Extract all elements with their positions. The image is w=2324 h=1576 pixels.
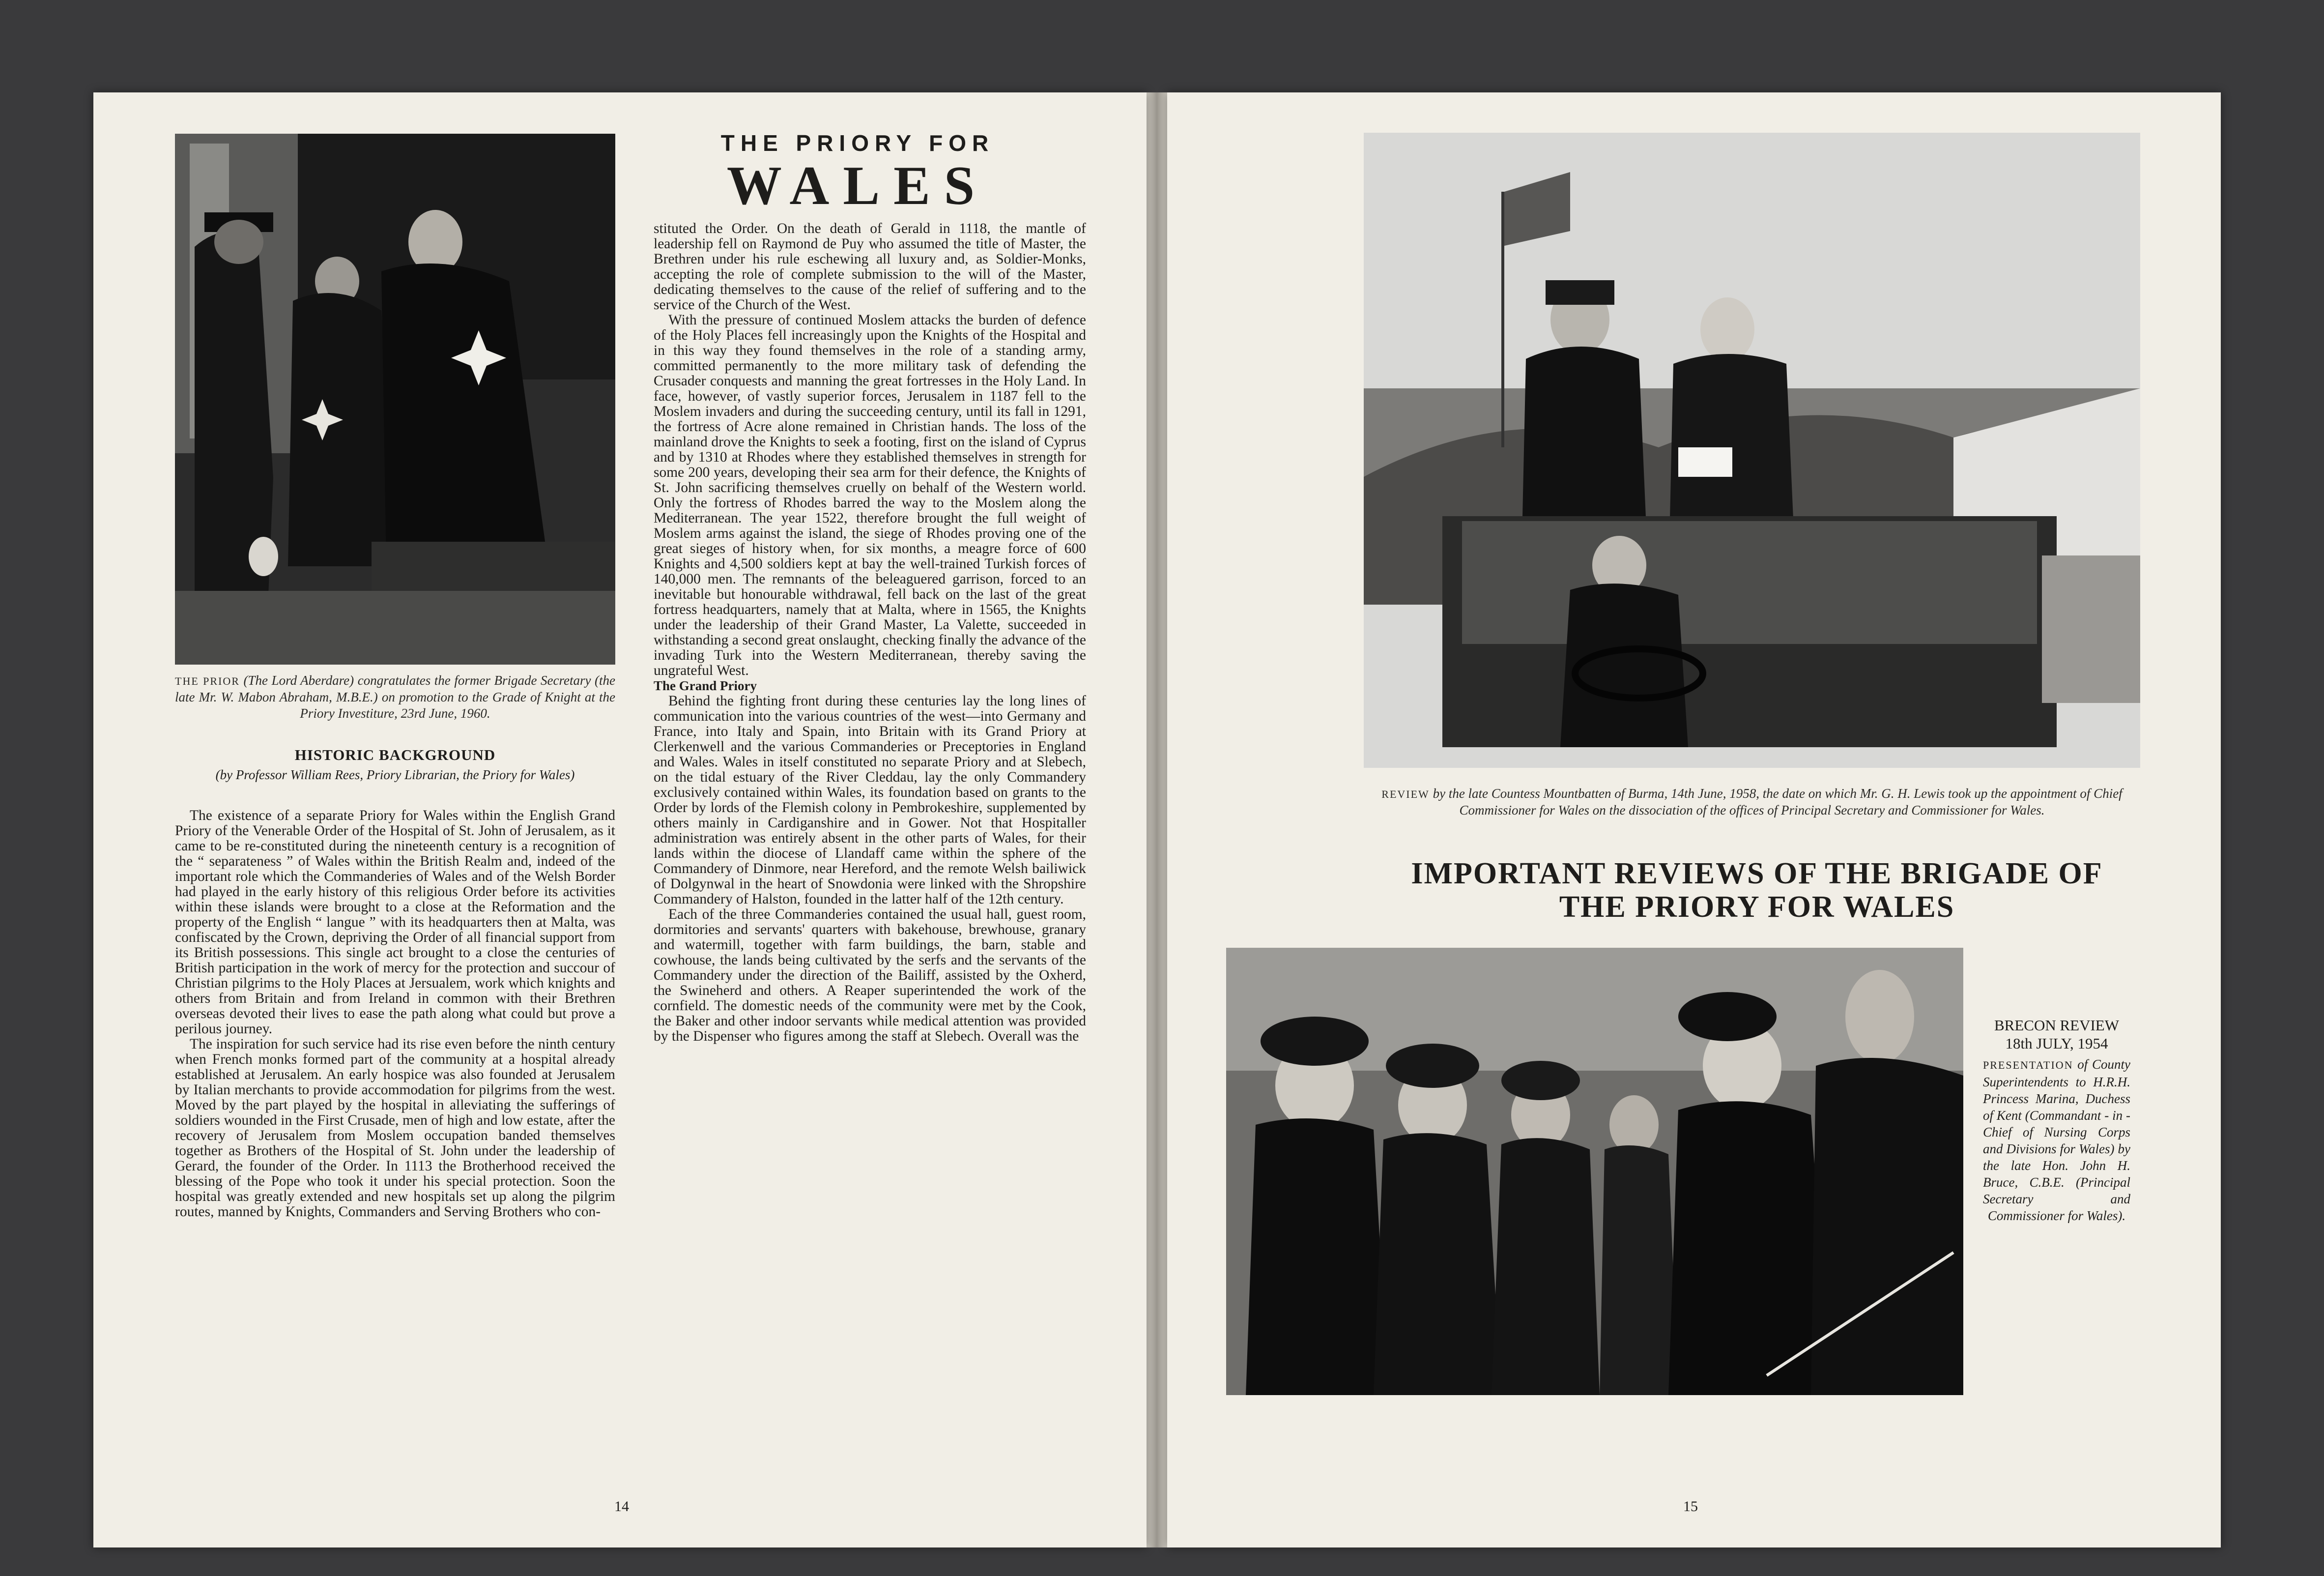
col1-paragraph: The existence of a separate Priory for Wales within the English Grand Priory of the Venerable Order of the Hospital of St. John of Jerusalem, as it came to be re-constituted during the nineteenth century is a recognition of the “ separateness ” of Wales within the British Realm and, indeed of the important role which the Commanderies of Wales and of the Welsh Border had played in the early history of this religious Order before its activities within these islands were brought to a close at the Reformation and the property of the English “ langue ” with its headquarters then at Malta, was confiscated by the Crown, depriving the Order of all financial support from its British possessions. This single act brought to a close the centuries of British participation in the work of mercy for the protection and succour of Christian pilgrims to the Holy Places at Jersualem, work which knights and others from Britain and from Ireland in common with their Brethren overseas devoted their lives to ease the path along what could but prove a perilous journey. [175, 808, 615, 1037]
col2-paragraph: Behind the fighting front during these centuries lay the long lines of communication into the various countries of the west—into Germany and France, into Italy and Spain, into Britain with its Grand Priory at Clerkenwell and the various Commanderies or Preceptories in England and Wales. Wales in itself constituted no separate Priory and at Slebech, on the tidal estuary of the River Cleddau, lay the only Commandery exclusively contained within Wales, its foundation based on grants to the Order by lords of the Flemish colony in Pembrokeshire, supplemented by others mainly in Cardiganshire and in Gower. Not that Hospitaller administration was entirely absent in the other parts of Wales, for their lands within the diocese of Llandaff came within the sphere of the Commandery of Dinmore, near Hereford, and the remote Welsh bailiwick of Dolgynwal in the heart of Snowdonia were linked with the Shropshire Commandery of Halston, founded in the latter half of the 12th century. [654, 693, 1086, 907]
side-title-2: 18th JULY, 1954 [2005, 1035, 2108, 1052]
book-spine [1147, 92, 1167, 1547]
brecon-review-photo [1226, 948, 1963, 1395]
prior-investiture-photo [175, 134, 615, 665]
side-title-1: BRECON REVIEW [1994, 1017, 2119, 1034]
caption-text: by the late Countess Mountbatten of Burma, 14th June, 1958, the date on which Mr. G. H. Lewis took up the appointment of Chief Commissioner for Wales on the dissociation of the offices of Principal Secretary and Commissioner for Wales. [1433, 786, 2123, 817]
mountbatten-review-photo [1364, 133, 2140, 768]
caption-text: (The Lord Aberdare) congratulates the former Brigade Secretary (the late Mr. W. Mabon Abraham, M.B.E.) on promotion to the Grade of Knight at the Priory Investiture, 23rd June, 1960. [175, 673, 616, 721]
side-caption-text: of County Superintendents to H.R.H. Princess Marina, Duchess of Kent (Commandant - in - Chief of Nursing Corps and Divisions for Wales) by the late Hon. John H. Bruce, C.B.E. (Principal Secretary and Commissioner for Wales). [1983, 1057, 2131, 1223]
col2-paragraph: stituted the Order. On the death of Gerald in 1118, the mantle of leadership fell on Raymond de Puy who assumed the title of Master, the Brethren under his rule eschewing all luxury and, as Soldier-Monks, accepting the role of complete submission to the will of the Master, dedicating themselves to the cause of the relief of suffering and to the service of the Church of the West. [654, 221, 1086, 313]
column-2-text [654, 221, 1086, 1519]
col1-paragraph: The inspiration for such service had its rise even before the ninth century when French monks formed part of the community at a hospital already established at Jerusalem. An early hospice was also founded at Jerusalem by Italian merchants to provide accommodation for pilgrims from the west. Moved by the part played by the hospital in alleviating the sufferings of soldiers wounded in the First Crusade, men of high and low estate, after the recovery of Jerusalem from Moslem occupation banded themselves together as Brothers of the Hospital of St. John under the leadership of Gerard, the founder of the Order. In 1113 the Brotherhood received the blessing of the Pope who took it under his special protection. Soon the hospital was greatly extended and new hospitals set up along the pilgrim routes, manned by Knights, Commanders and Serving Brothers who con- [175, 1036, 615, 1220]
review-photo-caption [1374, 786, 2130, 818]
caption-lead: THE PRIOR [175, 675, 240, 687]
brecon-side-caption [1983, 1017, 2130, 1224]
caption-lead: REVIEW [1381, 788, 1430, 800]
page-number-right: 15 [1683, 1498, 1698, 1515]
title-main: WALES [726, 155, 989, 216]
heading-line-2: THE PRIORY FOR WALES [1559, 890, 1955, 924]
heading-line-1: IMPORTANT REVIEWS OF THE BRIGADE OF [1411, 857, 2103, 890]
section-heading: HISTORIC BACKGROUND [294, 746, 496, 763]
page-number-left: 14 [614, 1498, 629, 1515]
byline: (by Professor William Rees, Priory Librarian, the Priory for Wales) [215, 767, 575, 782]
col2-paragraph: Each of the three Commanderies contained the usual hall, guest room, dormitories and servants' quarters with bakehouse, brewhouse, granary and watermill, together with farm buildings, the barn, stable and cowhouse, the lands being cultivated by the serfs and the servants of the Commandery under the direction of the Bailiff, assisted by the Oxherd, the Swineherd and others. A Reaper superintended the work of the cornfield. The domestic needs of the community were met by the Cook, the Baker and other indoor servants while medical attention was provided by the Dispenser who figures among the staff at Slebech. Overall was the [654, 906, 1086, 1044]
prior-photo-caption [175, 672, 615, 722]
column-1-text [175, 808, 615, 1501]
left-page [93, 92, 1147, 1547]
title-top: THE PRIORY FOR [720, 130, 995, 156]
subsection-heading: The Grand Priory [654, 678, 757, 693]
col2-paragraph: With the pressure of continued Moslem attacks the burden of defence of the Holy Places fell increasingly upon the Knights of the Hospital and in this way they found themselves in the role of a standing army, committed permanently to the more military task of defending the Crusader conquests and manning the great fortresses in the Holy Land. In face, however, of vastly superior forces, Jerusalem in 1187 fell to the Moslem invaders and during the succeeding century, until its fall in 1291, the fortress of Acre alone remained in Christian hands. The loss of the mainland drove the Knights to seek a footing, first on the island of Cyprus and by 1310 at Rhodes where they established themselves in strength for some 200 years, developing their sea arm for their defence, the Knights of St. John sacrificing themselves cruelly on behalf of the Western world. Only the fortress of Rhodes barred the way to the Moslem along the Mediterranean. The year 1522, therefore brought the full weight of Moslem arms against the island, the siege of Rhodes proving one of the great sieges of history when, for six months, a meagre force of 600 Knights and 4,500 soldiers kept at bay the well-trained Turkish forces of 140,000 men. The remnants of the beleaguered garrison, forced to an inevitable but honourable withdrawal, fell back on the last of the great fortress headquarters, namely that at Malta, where in 1565, the Knights under the leadership of their Grand Master, La Valette, succeeded in withstanding a second great onslaught, checking finally the advance of the invading Turk into the Western Mediterranean, thereby saving the ungrateful West. [654, 312, 1086, 678]
side-caption-lead: PRESENTATION [1983, 1059, 2073, 1071]
right-page [1167, 92, 2221, 1547]
page-heading [1315, 857, 2199, 924]
side-caption-body [1983, 1056, 2130, 1224]
